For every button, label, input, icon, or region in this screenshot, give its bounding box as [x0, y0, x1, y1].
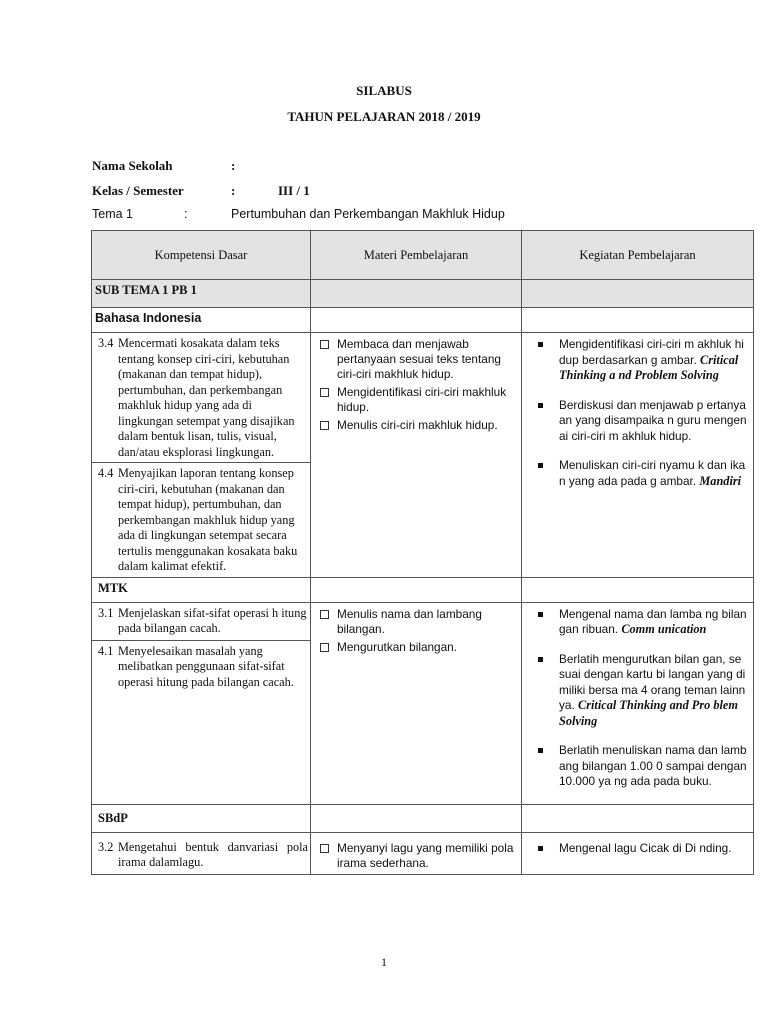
- materi-text: Mengurutkan bilangan.: [337, 639, 458, 654]
- section-name: MTK: [92, 577, 311, 602]
- kegiatan-item: [522, 607, 747, 638]
- empty-cell: [522, 308, 754, 333]
- kd-item: [92, 603, 310, 640]
- class-value: III / 1: [278, 183, 310, 198]
- kegiatan-text: Mengenal lagu Cicak di Di nding.: [559, 840, 732, 855]
- checkbox-icon: [320, 844, 329, 853]
- section-name: Bahasa Indonesia: [92, 308, 311, 333]
- materi-item: [311, 607, 515, 637]
- kd-text: Mencermati kosakata dalam teks tentang konsep ciri-ciri, kebutuhan (makanan dan tempat hidup), pertumbuhan, dan perkembangan makhluk hidup yang ada di lingkungan setempat yang disajikan dalam bentuk lisan, tulis, visual, dan/atau eksplorasi lingkungan.: [118, 336, 295, 459]
- materi-text: Mengidentifikasi ciri-ciri makhluk hidup.: [337, 385, 507, 414]
- subtema-empty-cell: [311, 280, 522, 308]
- bullet-icon: [538, 342, 543, 347]
- materi-list: [311, 333, 521, 433]
- theme-value: Pertumbuhan dan Perkembangan Makhluk Hidup: [231, 207, 505, 221]
- header-materi-pembelajaran: Materi Pembelajaran: [311, 231, 522, 280]
- kegiatan-list: [522, 603, 753, 790]
- kd-number: 3.4: [98, 336, 114, 350]
- kegiatan-list: [522, 833, 753, 857]
- kegiatan-item: [522, 652, 747, 730]
- academic-year: TAHUN PELAJARAN 2018 / 2019: [287, 109, 481, 124]
- page-number: 1: [381, 955, 387, 969]
- section-content-row: [92, 832, 754, 874]
- kd-cell: [92, 832, 311, 874]
- materi-list: [311, 833, 521, 871]
- bullet-icon: [538, 748, 543, 753]
- materi-cell: [311, 602, 522, 804]
- kegiatan-cell: [522, 602, 754, 804]
- kegiatan-text: Menuliskan ciri-ciri nyamu k dan ikan yang ada pada g ambar.: [559, 458, 746, 488]
- header-kompetensi-dasar: Kompetensi Dasar: [92, 231, 311, 280]
- materi-item: [311, 337, 515, 382]
- kegiatan-emphasis: Critical Thinking a nd Problem Solving: [559, 352, 739, 382]
- kd-text: Menyajikan laporan tentang konsep ciri-ciri, kebutuhan (makanan dan tempat hidup), pertumbuhan, dan perkembangan makhluk hidup yang ada di lingkungan setempat secara tertulis menggunakan kosakata baku dalam kalimat efektif.: [118, 466, 298, 573]
- kegiatan-item: [522, 337, 747, 384]
- kegiatan-emphasis: Comm unication: [621, 622, 707, 636]
- materi-text: Menulis nama dan lambang bilangan.: [337, 606, 482, 636]
- theme-label: Tema 1: [92, 207, 133, 221]
- class-label: Kelas / Semester: [92, 183, 184, 198]
- section-header-row: [92, 577, 754, 602]
- section-content-row: [92, 602, 754, 804]
- kd-cell: [92, 333, 311, 578]
- section-header-row: [92, 308, 754, 333]
- header-kegiatan-pembelajaran: Kegiatan Pembelajaran: [522, 231, 754, 280]
- kegiatan-cell: [522, 832, 754, 874]
- class-colon: :: [231, 183, 236, 198]
- kegiatan-item: [522, 398, 747, 445]
- document-title: SILABUS: [356, 83, 412, 98]
- kd-number: 4.4: [98, 466, 114, 480]
- materi-cell: [311, 832, 522, 874]
- kd-text: Menjelaskan sifat-sifat operasi h itung pada bilangan cacah.: [118, 605, 307, 635]
- materi-text: Menyanyi lagu yang memiliki pola irama sederhana.: [337, 840, 514, 870]
- materi-item: [311, 841, 515, 871]
- kd-number: 4.1: [98, 643, 114, 658]
- subtema-row: [92, 280, 754, 308]
- kd-item: [92, 640, 310, 693]
- checkbox-icon: [320, 388, 329, 397]
- section-name: SBdP: [92, 804, 311, 832]
- materi-item: [311, 385, 515, 415]
- subtema-label: SUB TEMA 1 PB 1: [92, 280, 311, 308]
- table-header-row: [92, 231, 754, 280]
- empty-cell: [311, 577, 522, 602]
- materi-item: [311, 640, 515, 655]
- school-colon: :: [231, 158, 236, 173]
- kd-item: [92, 462, 310, 577]
- school-label: Nama Sekolah: [92, 158, 173, 173]
- bullet-icon: [538, 657, 543, 662]
- kd-number: 3.1: [98, 605, 114, 620]
- checkbox-icon: [320, 643, 329, 652]
- kegiatan-text: Mengenal nama dan lamba ng bilangan ribuan.: [559, 606, 747, 636]
- materi-list: [311, 603, 521, 655]
- kegiatan-item: [522, 841, 747, 857]
- checkbox-icon: [320, 340, 329, 349]
- syllabus-table: [91, 230, 754, 875]
- kegiatan-text: Mengidentifikasi ciri-ciri m akhluk hidup berdasarkan g ambar.: [559, 337, 744, 367]
- empty-cell: [311, 804, 522, 832]
- kd-text: Mengetahui bentuk danvariasi pola irama dalamlagu.: [118, 839, 308, 869]
- kegiatan-cell: [522, 333, 754, 578]
- checkbox-icon: [320, 610, 329, 619]
- theme-colon: :: [184, 207, 188, 221]
- section-header-row: [92, 804, 754, 832]
- kegiatan-list: [522, 333, 753, 489]
- kegiatan-item: [522, 458, 747, 489]
- kegiatan-item: [522, 743, 747, 790]
- empty-cell: [522, 804, 754, 832]
- empty-cell: [522, 577, 754, 602]
- checkbox-icon: [320, 421, 329, 430]
- kegiatan-text: Berdiskusi dan menjawab p ertanyaan yang disampaika n guru mengenai ciri-ciri m akhluk hidup.: [559, 397, 747, 443]
- materi-item: [311, 418, 515, 433]
- bullet-icon: [538, 403, 543, 408]
- kegiatan-emphasis: Critical Thinking and Pro blem Solving: [559, 698, 738, 728]
- kegiatan-emphasis: Mandiri: [699, 473, 742, 488]
- bullet-icon: [538, 463, 543, 468]
- subtema-empty-cell: [522, 280, 754, 308]
- materi-text: Menulis ciri-ciri makhluk hidup.: [337, 418, 498, 432]
- materi-text: Membaca dan menjawab pertanyaan sesuai teks tentang ciri-ciri makhluk hidup.: [337, 337, 501, 381]
- kd-cell: [92, 602, 311, 804]
- kegiatan-text: Berlatih mengurutkan bilan gan, sesuai dengan kartu bi langan yang dimiliki bersa ma 4 orang teman lainnya.: [559, 651, 746, 712]
- kd-number: 3.2: [98, 839, 114, 854]
- bullet-icon: [538, 612, 543, 617]
- kd-item: [92, 333, 310, 462]
- bullet-icon: [538, 846, 543, 851]
- kegiatan-text: Berlatih menuliskan nama dan lambang bilangan 1.00 0 sampai dengan 10.000 ya ng ada pada buku.: [559, 743, 747, 788]
- empty-cell: [311, 308, 522, 333]
- kd-item: [92, 833, 310, 874]
- kd-text: Menyelesaikan masalah yang melibatkan penggunaan sifat-sifat operasi hitung pada bilangan cacah.: [118, 643, 294, 689]
- materi-cell: [311, 333, 522, 578]
- section-content-row: [92, 333, 754, 578]
